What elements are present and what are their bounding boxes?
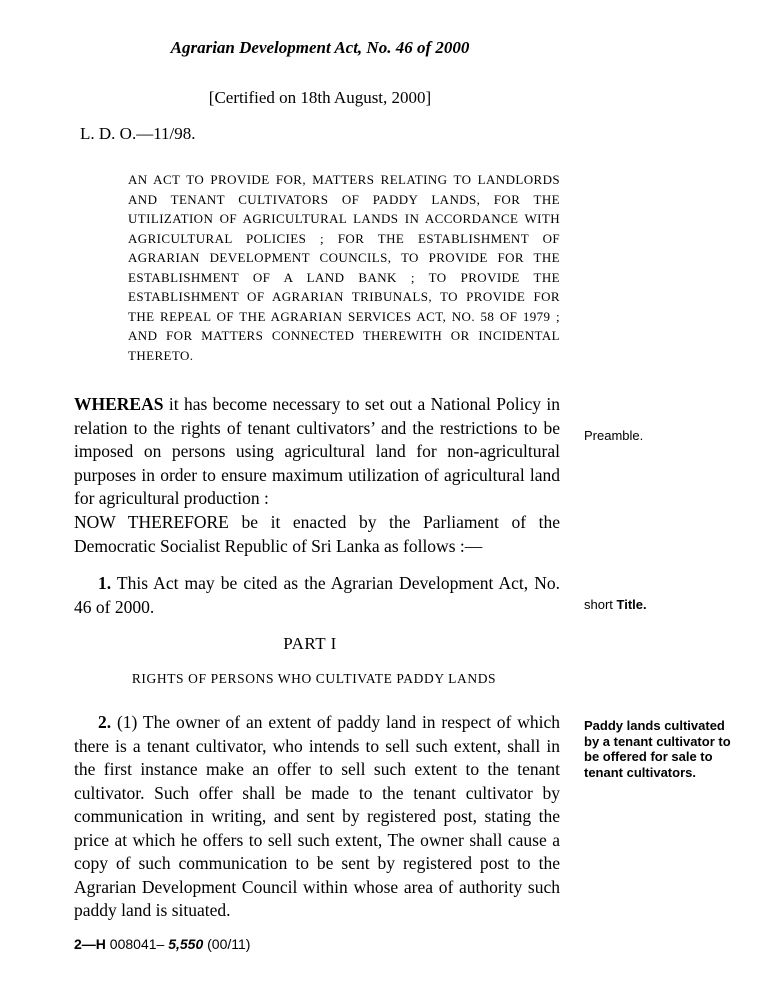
preamble-lead: WHEREAS: [74, 394, 164, 414]
section-2-text: (1) The owner of an extent of paddy land in respect of which there is a tenant cultivator, who intends to sell such extent, shall in the first instance make an offer to sell such extent to the tenant cultivator. Such offer shall be made to the tenant cultivator by communication in writing, and sent by registered post, stating the price at which he offers to sell such extent, The owner shall cause a copy of such communication to be sent by registered post to the Agrarian Development Council within whose area of authority such paddy land is situated.: [74, 712, 560, 920]
preamble-text: it has become necessary to set out a National Policy in relation to the rights of tenant cultivators’ and the restrictions to be imposed on persons using agricultural land for non-agricultural purposes in order to ensure maximum utilization of agricultural land for agricultural production :: [74, 394, 560, 508]
margin-note-short-title: [584, 597, 734, 613]
footer-date: (00/11): [203, 936, 251, 952]
section-1: [74, 572, 560, 619]
section-1-number: 1.: [98, 573, 112, 593]
short-title-lead: short: [584, 597, 617, 612]
ldo-reference: L. D. O.—11/98.: [80, 124, 196, 143]
print-footer: [74, 936, 250, 952]
part-title: RIGHTS OF PERSONS WHO CULTIVATE PADDY LANDS: [131, 671, 497, 686]
short-title-bold: Title.: [616, 597, 647, 612]
footer-code: 2—H: [74, 936, 106, 952]
long-title: AN ACT TO PROVIDE FOR, MATTERS RELATING TO LANDLORDS AND TENANT CULTIVATORS OF PADDY LANDS, FOR THE UTILIZATION OF AGRICULTURAL LANDS IN ACCORDANCE WITH AGRICULTURAL POLICIES ; FOR THE ESTABLISHMENT OF AGRARIAN DEVELOPMENT COUNCILS, TO PROVIDE FOR THE ESTABLISHMENT OF A LAND BANK ; TO PROVIDE THE ESTABLISHMENT OF AGRARIAN TRIBUNALS, TO PROVIDE FOR THE REPEAL OF THE AGRARIAN SERVICES ACT, NO. 58 OF 1979 ; AND FOR MATTERS CONNECTED THEREWITH OR INCIDENTAL THERETO.: [128, 172, 560, 363]
footer-count: 5,550: [168, 936, 204, 952]
section-1-text: This Act may be cited as the Agrarian Development Act, No. 46 of 2000.: [74, 573, 560, 617]
section-2: [74, 711, 560, 923]
preamble-paragraph: [74, 393, 560, 511]
footer-number: 008041–: [105, 936, 169, 952]
certification-date: [Certified on 18th August, 2000]: [208, 88, 432, 107]
margin-note-paddy-lands: Paddy lands cultivated by a tenant cultivator to be offered for sale to tenant cultivators.: [584, 718, 731, 780]
enacting-clause: NOW THEREFORE be it enacted by the Parliament of the Democratic Socialist Republic of Sri Lanka as follows :—: [74, 512, 560, 556]
section-2-number: 2.: [98, 712, 112, 732]
margin-note-preamble: Preamble.: [584, 428, 644, 443]
part-heading: PART I: [283, 634, 337, 653]
act-title: Agrarian Development Act, No. 46 of 2000: [170, 38, 470, 57]
